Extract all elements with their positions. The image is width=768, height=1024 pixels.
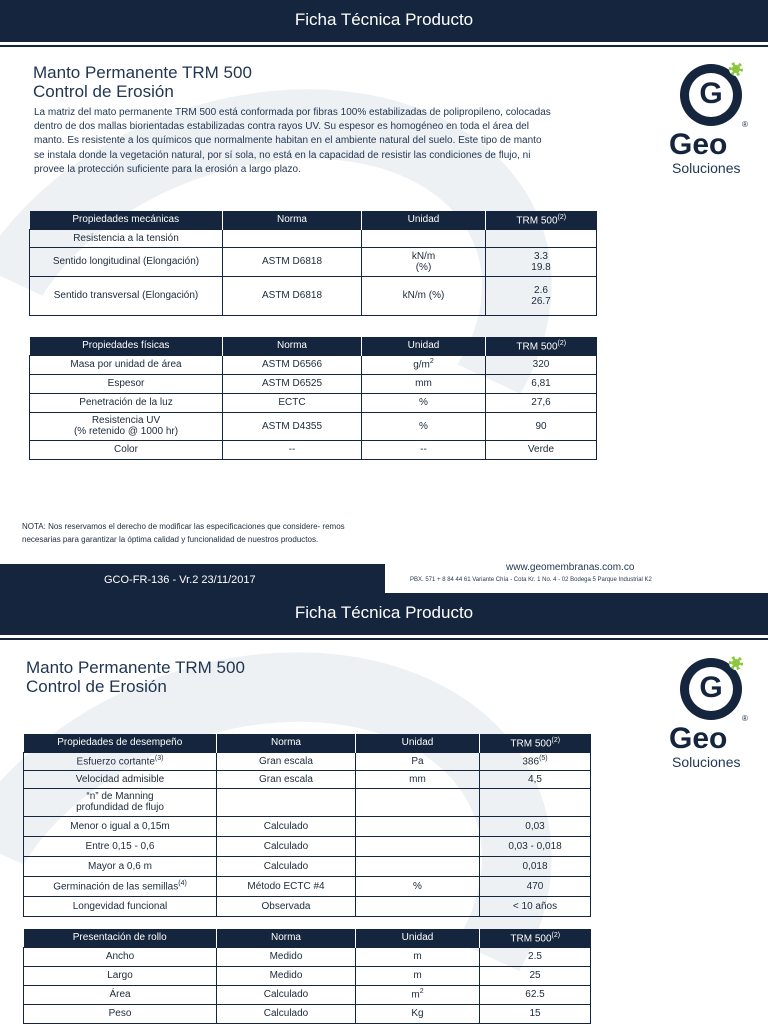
geo-soluciones-logo: G ® Geo Soluciones — [663, 64, 763, 184]
column-header: Unidad — [362, 337, 486, 355]
column-header: TRM 500$^{(2)}$ — [480, 734, 591, 752]
gear-icon — [729, 656, 743, 670]
table-row: Mayor a 0,6 m Calculado 0,018 — [24, 856, 591, 876]
column-header: Norma — [223, 211, 362, 229]
website-link[interactable]: www.geomembranas.com.co — [506, 562, 635, 573]
table-row: Área Calculado $m^2$ 62.5 — [24, 985, 591, 1004]
product-title — [33, 63, 252, 101]
logo-ring: G — [680, 64, 742, 126]
column-header: Propiedades mecánicas — [30, 211, 223, 229]
footer-code-bar: GCO-FR-136 - Vr.2 23/11/2017 — [0, 564, 385, 593]
page-banner: Ficha Técnica Producto — [0, 593, 768, 635]
table-row: Masa por unidad de área ASTM D6566 $g/m^2$ 320 — [30, 355, 597, 374]
roll-presentation-table — [23, 929, 591, 1024]
column-header: Unidad — [356, 929, 480, 947]
table-header-row — [30, 211, 597, 229]
table-row: Resistencia UV (% retenido @ 1000 hr) ASTM D4355 % 90 — [30, 412, 597, 440]
table-row: Germinación de las semillas$^{(4)}$ Método ECTC #4 % 470 — [24, 876, 591, 896]
table-row: Menor o igual a 0,15m Calculado 0,03 — [24, 816, 591, 836]
table-row: Entre 0,15 - 0,6 Calculado 0,03 - 0,018 — [24, 836, 591, 856]
table-row: Esfuerzo cortante$^{(3)}$ Gran escala Pa 386$^{(5)}$ — [24, 752, 591, 770]
column-header: Propiedades de desempeño — [24, 734, 217, 752]
table-row: Longevidad funcional Observada < 10 años — [24, 896, 591, 916]
column-header: Propiedades físicas — [30, 337, 223, 355]
company-address: PBX. 571 + 8 84 44 61 Variante Chía - Cota Kr. 1 No. 4 - 02 Bodega 5 Parque Industrial K2 — [410, 577, 652, 583]
table-header-row — [24, 929, 591, 947]
product-title-line1: Manto Permanente TRM 500 — [26, 658, 245, 677]
column-header: Norma — [217, 734, 356, 752]
table-row: Largo Medido m 25 — [24, 966, 591, 985]
table-row: Sentido transversal (Elongación) ASTM D6818 kN/m (%) 2.6 26.7 — [30, 276, 597, 315]
table-row: “n” de Manning profundidad de flujo — [24, 788, 591, 816]
column-header: Norma — [223, 337, 362, 355]
column-header: TRM 500$^{(2)}$ — [486, 211, 597, 229]
performance-properties-table — [23, 734, 591, 917]
geo-soluciones-logo: G ® Geo Soluciones — [663, 658, 763, 778]
gear-icon — [729, 62, 743, 76]
table-row: Penetración de la luz ECTC % 27,6 — [30, 393, 597, 412]
datasheet-page-2 — [0, 593, 768, 1024]
product-title-line2: Control de Erosión — [33, 82, 174, 101]
column-header: Norma — [217, 929, 356, 947]
table-header-row — [30, 337, 597, 355]
column-header: TRM 500$^{(2)}$ — [480, 929, 591, 947]
logo-ring: G — [680, 658, 742, 720]
table-row: Color -- -- Verde — [30, 440, 597, 459]
product-title-line2: Control de Erosión — [26, 677, 167, 696]
physical-properties-table — [29, 337, 597, 460]
table-row: Espesor ASTM D6525 mm 6,81 — [30, 374, 597, 393]
mechanical-properties-table — [29, 211, 597, 316]
column-header: Unidad — [356, 734, 480, 752]
disclaimer-note: NOTA: Nos reservamos el derecho de modificar las especificaciones que considere- remos necesarias para garantizar la óptima calidad y funcionalidad de nuestros productos. — [22, 522, 345, 544]
table-row: Ancho Medido m 2.5 — [24, 947, 591, 966]
product-description: La matriz del mato permanente TRM 500 está conformada por fibras 100% estabilizadas de polipropileno, colocadas dentro de dos mallas biorientadas estabilizadas contra rayos UV. Su espesor es homogéneo en toda el área del manto. Es resistente a los químicos que normalmente habitan en el ambiente natural del suelo. Este tipo de manto se instala donde la vegetación natural, por sí sola, no está en la capacidad de resistir las condiciones de flujo, ni provee la protección suficiente para la erosión a largo plazo. — [34, 107, 551, 175]
table-header-row — [24, 734, 591, 752]
table-row: Resistencia a la tensión — [30, 229, 597, 247]
table-row: Peso Calculado Kg 15 — [24, 1004, 591, 1023]
table-row: Velocidad admisible Gran escala mm 4,5 — [24, 770, 591, 788]
table-row: Sentido longitudinal (Elongación) ASTM D6818 kN/m (%) 3.3 19.8 — [30, 247, 597, 276]
product-title-line1: Manto Permanente TRM 500 — [33, 63, 252, 82]
column-header: Presentación de rollo — [24, 929, 217, 947]
column-header: Unidad — [362, 211, 486, 229]
page-banner: Ficha Técnica Producto — [0, 0, 768, 42]
product-title — [26, 658, 245, 696]
column-header: TRM 500$^{(2)}$ — [486, 337, 597, 355]
